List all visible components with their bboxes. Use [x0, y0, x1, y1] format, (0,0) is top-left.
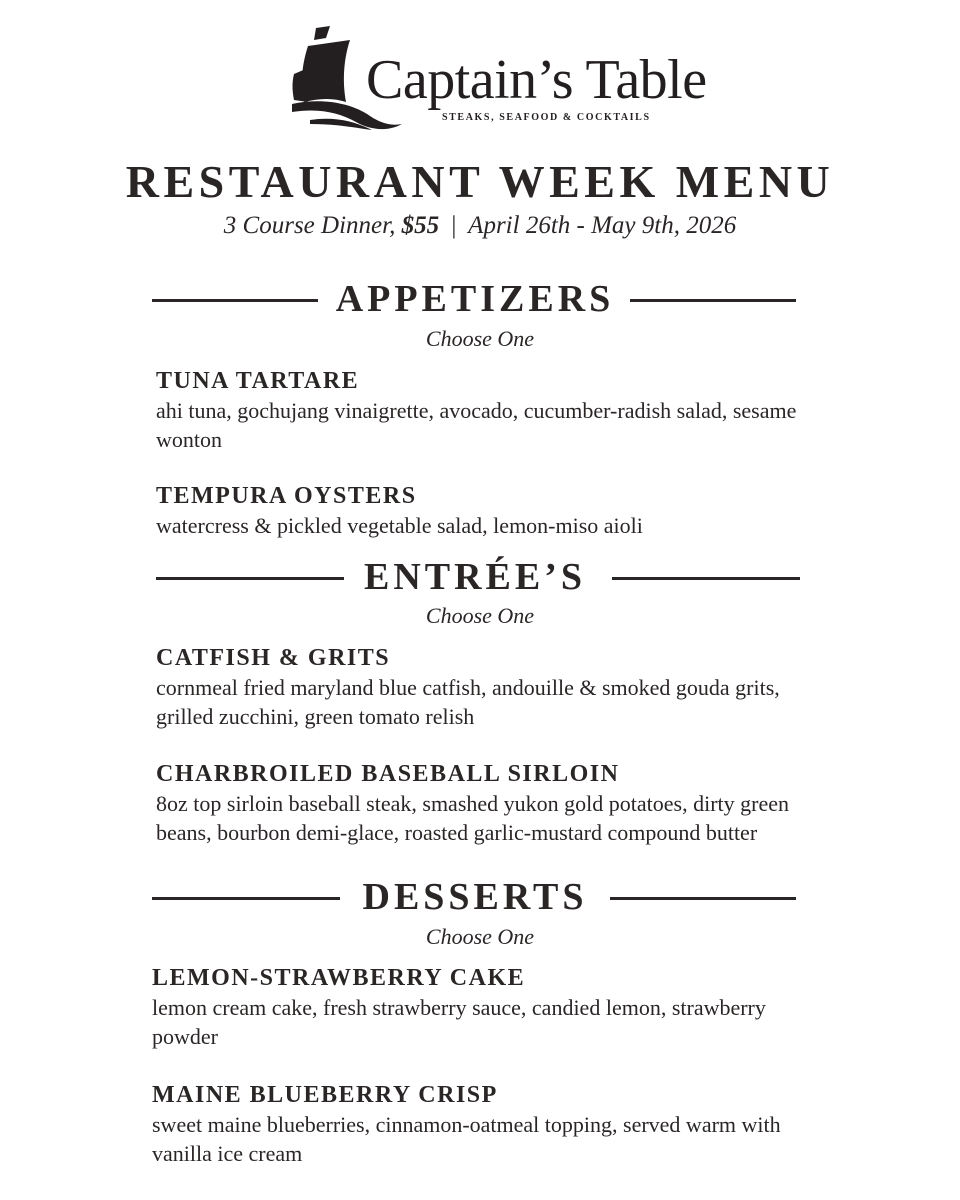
menu-item-lemon-strawberry-cake [152, 963, 832, 1051]
desserts-heading [152, 872, 798, 924]
divider-right [630, 299, 796, 302]
item-description: ahi tuna, gochujang vinaigrette, avocado, cucumber-radish salad, sesame wonton [156, 398, 797, 452]
entrees-choose: Choose One [425, 603, 535, 628]
menu-title: RESTAURANT WEEK MENU [125, 156, 835, 207]
item-description: sweet maine blueberries, cinnamon-oatmeal topping, served warm with vanilla ice cream [152, 1112, 781, 1166]
item-description: watercress & pickled vegetable salad, lemon-miso aioli [156, 513, 643, 538]
menu-item-blueberry-crisp [152, 1080, 832, 1168]
item-description: cornmeal fried maryland blue catfish, andouille & smoked gouda grits, grilled zucchini, green tomato relish [156, 675, 780, 729]
subtitle-dates: April 26th - May 9th, 2026 [468, 212, 737, 239]
item-name: LEMON-STRAWBERRY CAKE [152, 965, 526, 991]
appetizers-heading [152, 274, 798, 326]
item-name: TEMPURA OYSTERS [156, 483, 417, 509]
section-title-appetizers: APPETIZERS [335, 278, 615, 320]
subtitle-price: $55 [401, 212, 440, 239]
desserts-choose: Choose One [425, 924, 535, 949]
menu-item-catfish-grits [156, 643, 836, 731]
menu-item-tempura-oysters [156, 481, 836, 540]
item-name: MAINE BLUEBERRY CRISP [152, 1082, 498, 1108]
divider-right [610, 897, 796, 900]
menu-item-tuna-tartare [156, 366, 836, 454]
logo [290, 24, 707, 134]
appetizers-choose: Choose One [425, 326, 535, 351]
subtitle-course: 3 Course Dinner, [223, 212, 396, 239]
menu-item-baseball-sirloin [156, 759, 836, 847]
section-title-desserts: DESSERTS [362, 876, 588, 918]
logo-tagline: STEAKS, SEAFOOD & COCKTAILS [442, 112, 651, 123]
item-name: TUNA TARTARE [156, 368, 360, 394]
item-name: CATFISH & GRITS [156, 645, 391, 671]
item-description: lemon cream cake, fresh strawberry sauce, candied lemon, strawberry powder [152, 995, 766, 1049]
menu-subtitle [0, 210, 960, 242]
divider-right [612, 577, 800, 580]
item-description: 8oz top sirloin baseball steak, smashed yukon gold potatoes, dirty green beans, bourbon demi-glace, roasted garlic-mustard compound butter [156, 791, 789, 845]
section-title-entrees: ENTRÉE’S [363, 556, 587, 598]
logo-name: Captain’s Table [366, 49, 707, 111]
subtitle-separator: | [451, 212, 457, 239]
item-name: CHARBROILED BASEBALL SIRLOIN [156, 761, 620, 787]
entrees-heading [152, 552, 798, 604]
